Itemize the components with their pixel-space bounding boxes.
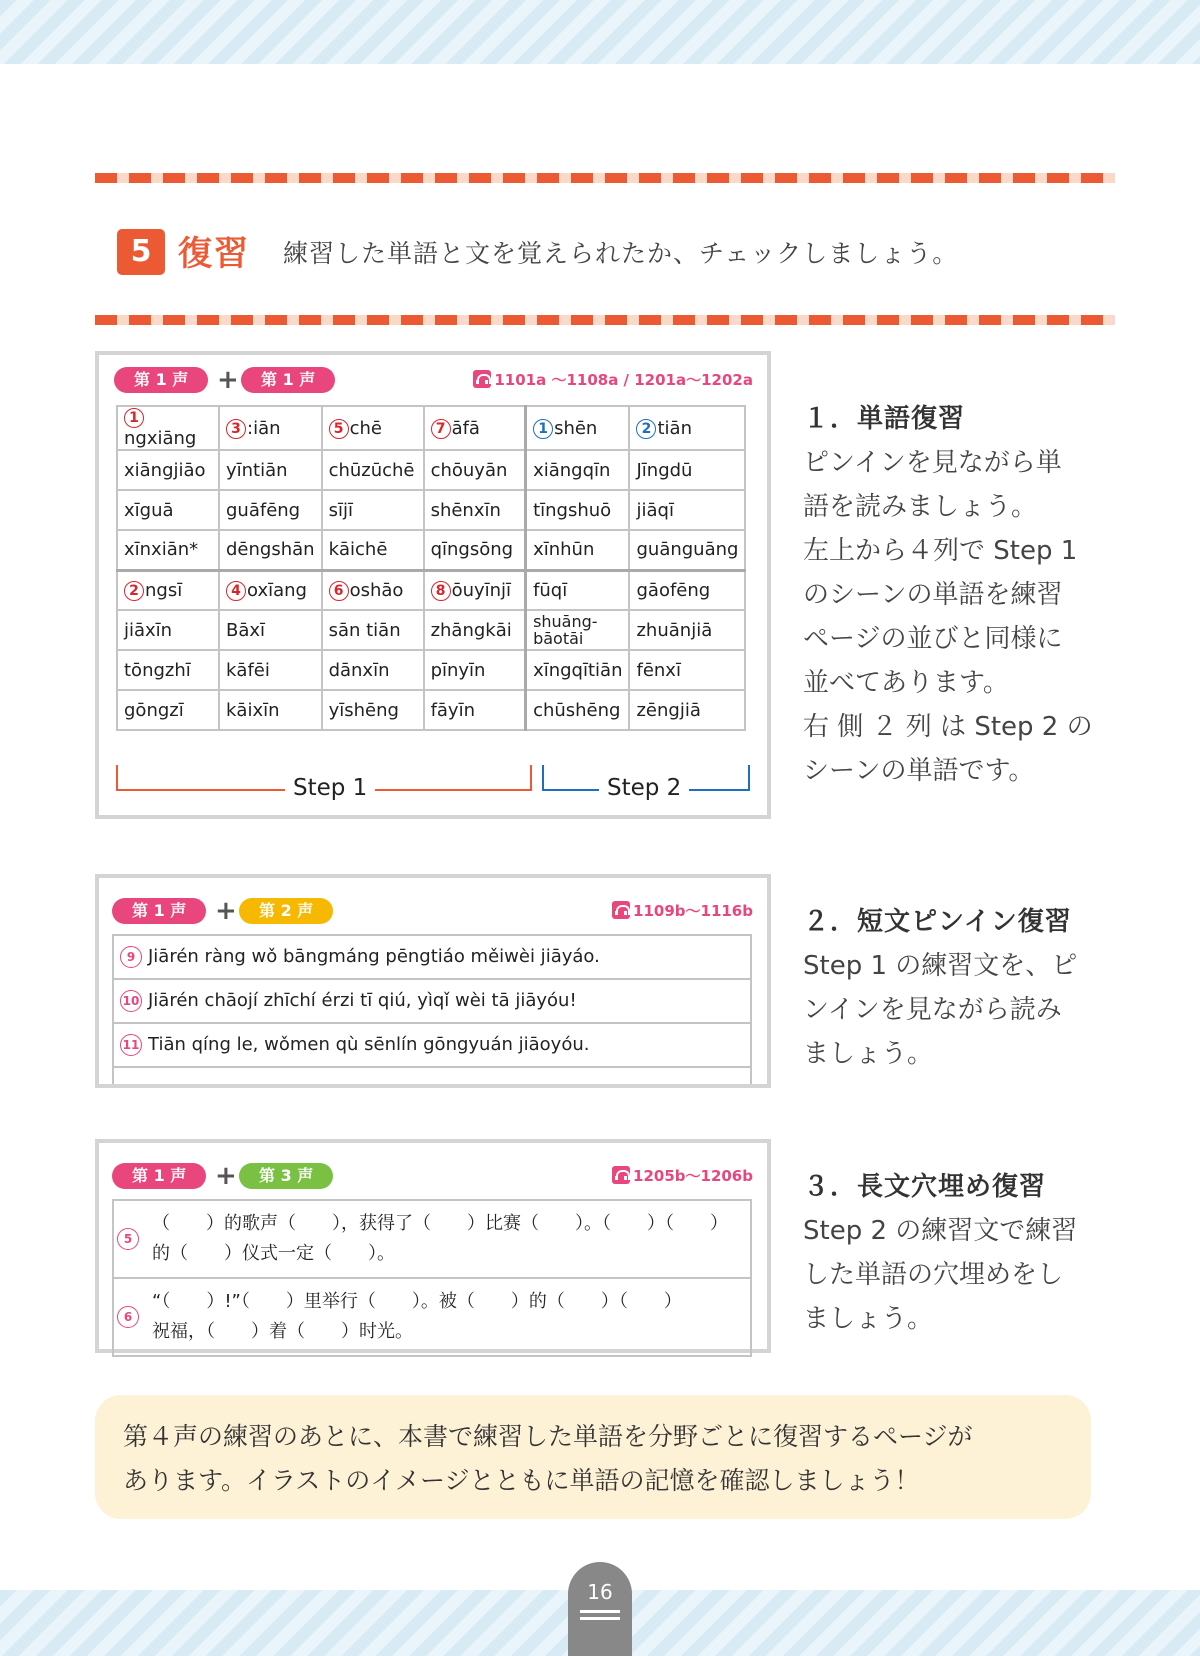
sentence-review-panel (95, 874, 771, 1088)
word-pinyin: gōngzī (124, 699, 184, 721)
word-pinyin: chē (349, 417, 382, 439)
word-pinyin: xīnhūn (533, 539, 595, 561)
dashed-divider-bottom (95, 315, 1115, 325)
word-pinyin: xiāngjiāo (124, 459, 206, 481)
word-cell (526, 610, 630, 650)
word-pinyin: kāichē (328, 539, 388, 561)
side-line: 左上から４列で Step 1 (803, 536, 1078, 566)
cloze-review-panel (95, 1139, 771, 1353)
note-line-1: 第４声の練習のあとに、本書で練習した単語を分野ごとに復習するページが (123, 1422, 973, 1451)
note-line-2: あります。イラストのイメージとともに単語の記憶を確認しましょう！ (123, 1466, 920, 1495)
word-cell (322, 610, 424, 650)
tone-pill-b: 第 3 声 (239, 1163, 333, 1189)
word-pinyin: chūshēng (533, 699, 621, 721)
word-grid (116, 405, 746, 731)
word-cell (117, 530, 219, 570)
sentence-table (112, 934, 752, 1088)
sentence-text: Jiārén ràng wǒ bāngmáng pēngtiáo měiwèi jiāyáo. (148, 946, 600, 967)
word-cell (322, 570, 424, 610)
word-pinyin: zēngjiā (636, 699, 701, 721)
sentence-text: Jiārén chāojí zhīchí érzi tī qiú, yìqǐ wèi tā jiāyóu! (148, 990, 577, 1011)
side-line: Step 1 の練習文を、ピ (803, 951, 1078, 981)
word-cell (219, 490, 322, 530)
word-cell (629, 570, 745, 610)
word-cell (424, 406, 526, 450)
word-cell (526, 690, 630, 730)
sentence-number: 10 (120, 990, 142, 1012)
word-number-badge: 6 (329, 581, 349, 601)
word-pinyin: tīngshuō (533, 499, 612, 521)
cloze-line-2: 的（ ）仪式一定（ ）。 (152, 1243, 395, 1264)
side-heading: １．単語復習 (803, 404, 966, 434)
word-pinyin: dānxīn (328, 659, 390, 681)
page-lines-decoration (580, 1610, 620, 1620)
section-description: 練習した単語と文を覚えられたか、チェックしましょう。 (283, 239, 959, 268)
word-pinyin: fūqī (533, 579, 568, 601)
word-cell (424, 530, 526, 570)
tone-pill-b: 第 2 声 (239, 898, 333, 924)
word-cell (322, 490, 424, 530)
sentence-text: Tiān qíng le, wǒmen qù sēnlín gōngyuán jiāoyóu. (148, 1034, 590, 1055)
word-cell (117, 690, 219, 730)
word-number-badge: 1 (124, 408, 144, 428)
word-cell (629, 650, 745, 690)
tone-pill-a: 第 1 声 (112, 1163, 206, 1189)
audio-reference (473, 369, 753, 391)
word-pinyin: ngxiāng (124, 428, 197, 449)
word-cell (117, 490, 219, 530)
side-note-cloze-review (803, 1165, 1093, 1341)
section-number: 5 (117, 229, 165, 275)
section-title: 復習 (178, 234, 250, 274)
word-cell (219, 570, 322, 610)
cloze-number: 5 (117, 1228, 139, 1250)
cloze-line-2: 祝福，（ ）着（ ）时光。 (152, 1321, 413, 1342)
word-cell (526, 570, 630, 610)
plus-sign: + (217, 365, 239, 395)
plus-sign: + (215, 1161, 237, 1191)
word-cell (219, 450, 322, 490)
side-heading: ２．短文ピンイン復習 (803, 907, 1072, 937)
word-pinyin: :iān (247, 417, 281, 439)
word-pinyin: kāixīn (226, 699, 280, 721)
side-line: 右 側 ２ 列 は Step 2 の (803, 712, 1093, 742)
cloze-table (112, 1199, 752, 1357)
audio-track-range: 1109b～1116b (633, 902, 753, 920)
dashed-divider-top (95, 173, 1115, 183)
word-pinyin: guāfēng (226, 499, 301, 521)
side-line: 並べてあります。 (803, 668, 1009, 698)
word-cell (117, 450, 219, 490)
word-pinyin: qīngsōng (430, 539, 514, 561)
top-stripe-band (0, 0, 1200, 64)
sentence-row (113, 935, 751, 979)
side-line: ましょう。 (803, 1039, 934, 1069)
word-cell (629, 690, 745, 730)
word-cell (219, 610, 322, 650)
word-cell (322, 690, 424, 730)
word-cell (117, 650, 219, 690)
word-pinyin: shēnxīn (430, 499, 501, 521)
word-review-panel (95, 351, 771, 819)
side-line: Step 2 の練習文で練習 (803, 1216, 1078, 1246)
tone-pill-b: 第 1 声 (241, 367, 335, 393)
word-pinyin: xīguā (124, 499, 174, 521)
tone-pill-a: 第 1 声 (112, 898, 206, 924)
word-cell (219, 406, 322, 450)
word-pinyin: xiāngqīn (533, 459, 611, 481)
sentence-number: 11 (120, 1034, 142, 1056)
sentence-number: 9 (120, 946, 142, 968)
word-grid-row (117, 690, 745, 730)
word-pinyin: xīngqītiān (533, 659, 623, 681)
word-cell (322, 406, 424, 450)
audio-track-range: 1101a ～1108a / 1201a～1202a (494, 371, 753, 389)
sentence-row (113, 1023, 751, 1067)
word-cell (526, 490, 630, 530)
headphones-icon (473, 370, 491, 388)
word-cell (424, 650, 526, 690)
word-cell (629, 530, 745, 570)
tone-pill-a: 第 1 声 (114, 367, 208, 393)
word-cell (219, 690, 322, 730)
word-number-badge: 8 (431, 581, 451, 601)
word-number-badge: 2 (124, 581, 144, 601)
word-pinyin: Bāxī (226, 619, 266, 641)
side-line: ピンインを見ながら単 (803, 448, 1062, 478)
side-line: のシーンの単語を練習 (803, 580, 1063, 610)
word-pinyin: jiāxīn (124, 619, 173, 641)
page-number-tab (568, 1562, 632, 1656)
word-pinyin: sān tiān (328, 619, 401, 641)
audio-reference (612, 1165, 753, 1187)
side-line: ンインを見ながら読み (803, 995, 1062, 1025)
word-cell (526, 406, 630, 450)
word-number-badge: 7 (431, 419, 451, 439)
word-grid-row (117, 610, 745, 650)
side-line: ページの並びと同様に (803, 624, 1063, 654)
word-cell (117, 610, 219, 650)
word-pinyin: yīntiān (226, 459, 288, 481)
word-pinyin: tōngzhī (124, 659, 191, 681)
word-cell (322, 450, 424, 490)
word-pinyin: dēngshān (226, 539, 315, 561)
word-cell (629, 490, 745, 530)
word-cell (424, 570, 526, 610)
word-pinyin: ngsī (145, 579, 183, 601)
side-line: した単語の穴埋めをし (803, 1260, 1064, 1290)
word-grid-row (117, 490, 745, 530)
word-pinyin: zhuānjiā (636, 619, 713, 641)
word-cell (424, 450, 526, 490)
word-pinyin: Jīngdū (636, 459, 693, 481)
cloze-line-1: “（ ）!”（ ）里举行（ ）。被（ ）的（ ）（ ） (152, 1291, 682, 1312)
word-pinyin: chōuyān (430, 459, 508, 481)
word-pinyin: fēnxī (636, 659, 681, 681)
word-cell (322, 650, 424, 690)
sentence-row-cut (113, 1067, 751, 1088)
bottom-note (95, 1395, 1091, 1519)
step2-label: Step 2 (599, 775, 689, 801)
word-pinyin: sījī (328, 499, 353, 521)
sentence-row (113, 979, 751, 1023)
audio-reference (612, 900, 753, 922)
headphones-icon (612, 901, 630, 919)
side-heading: ３．長文穴埋め復習 (803, 1172, 1047, 1202)
side-note-word-review (803, 397, 1093, 793)
word-number-badge: 3 (226, 419, 246, 439)
word-number-badge: 1 (533, 419, 553, 439)
word-cell (322, 530, 424, 570)
word-number-badge: 2 (636, 419, 656, 439)
word-pinyin: ōuyīnjī (451, 579, 512, 601)
headphones-icon (612, 1166, 630, 1184)
word-cell (629, 610, 745, 650)
word-cell (424, 610, 526, 650)
word-pinyin: jiāqī (636, 499, 674, 521)
word-pinyin: āfā (451, 417, 480, 439)
word-pinyin: chūzūchē (328, 459, 415, 481)
step1-label: Step 1 (285, 775, 375, 801)
cloze-row (113, 1278, 751, 1356)
word-grid-row (117, 650, 745, 690)
word-pinyin: guānguāng (636, 539, 739, 561)
word-pinyin: kāfēi (226, 659, 270, 681)
plus-sign: + (215, 896, 237, 926)
cloze-row (113, 1200, 751, 1278)
side-line: シーンの単語です。 (803, 756, 1035, 786)
word-cell (526, 530, 630, 570)
word-cell (629, 450, 745, 490)
word-pinyin: oshāo (349, 579, 404, 601)
side-note-sentence-review (803, 900, 1093, 1076)
word-number-badge: 4 (226, 581, 246, 601)
word-cell (424, 690, 526, 730)
word-cell (219, 530, 322, 570)
word-cell (219, 650, 322, 690)
word-grid-row (117, 530, 745, 570)
word-pinyin: gāofēng (636, 579, 711, 601)
word-pinyin: xīnxiān* (124, 539, 199, 561)
side-line: ましょう。 (803, 1304, 934, 1334)
word-cell (424, 490, 526, 530)
word-grid-row (117, 406, 745, 450)
word-pinyin: shuāng-bāotāi (533, 612, 598, 648)
word-pinyin: yīshēng (328, 699, 399, 721)
audio-track-range: 1205b～1206b (633, 1167, 753, 1185)
word-cell (526, 450, 630, 490)
page-number: 16 (587, 1580, 613, 1604)
word-grid-row (117, 570, 745, 610)
word-pinyin: pīnyīn (430, 659, 486, 681)
side-line: 語を読みましょう。 (803, 492, 1038, 522)
word-cell (629, 406, 745, 450)
word-number-badge: 5 (329, 419, 349, 439)
word-pinyin: shēn (554, 417, 598, 439)
word-pinyin: tiān (657, 417, 692, 439)
word-pinyin: oxīang (247, 579, 307, 601)
word-pinyin: zhāngkāi (430, 619, 512, 641)
word-pinyin: fāyīn (430, 699, 475, 721)
word-cell (526, 650, 630, 690)
word-cell (117, 406, 219, 450)
cloze-number: 6 (117, 1306, 139, 1328)
word-grid-row (117, 450, 745, 490)
cloze-line-1: （ ）的歌声（ ），获得了（ ）比赛（ ）。（ ）（ ） (152, 1213, 728, 1234)
word-cell (117, 570, 219, 610)
